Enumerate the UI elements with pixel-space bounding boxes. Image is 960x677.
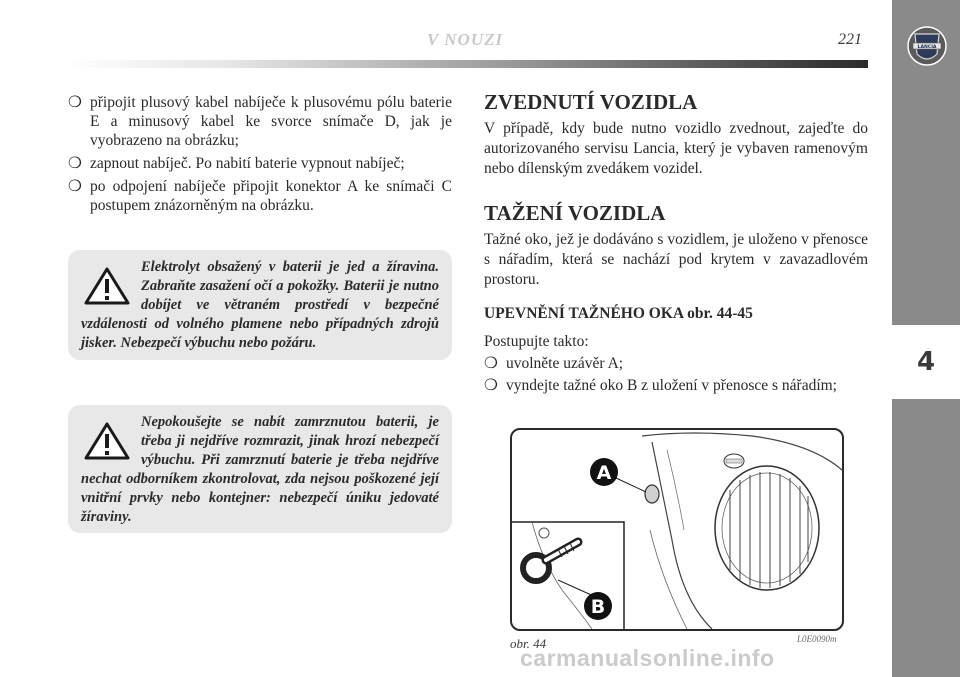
right-column (484, 90, 868, 396)
section-title: V NOUZI (427, 30, 504, 49)
warning-box (68, 250, 452, 360)
towing-text: Tažné oko, jež je dodáváno s vozidlem, je uloženo v přenosce s nářadím, která se nachází pod krytem v zavazadlovém prostoru. (484, 231, 868, 288)
lifting-heading: ZVEDNUTÍ VOZIDLA (484, 90, 698, 114)
header-rule (68, 60, 868, 68)
list-item (68, 93, 452, 150)
warning-text: Elektrolyt obsažený v baterii je jed a žíravina. Zabraňte zasažení očí a pokožky. Baterii je nutno dobíjet ve větraném prostředí v bezpečné vzdálenosti od volného plamene nebo případných zdrojů jisker. Nebezpečí výbuchu nebo požáru. (81, 259, 439, 351)
towing-heading: TAŽENÍ VOZIDLA (484, 201, 666, 225)
car-front-illustration (512, 430, 842, 629)
label-a: A (596, 462, 612, 484)
page-number: 221 (838, 31, 862, 48)
list-item-text: vyndejte tažné oko B z uložení v přenosce s nářadím; (506, 377, 837, 394)
list-item (484, 376, 868, 396)
lifting-text: V případě, kdy bude nutno vozidlo zvednout, zajeďte do autorizovaného servisu Lancia, který je vybaven ramenovým nebo dílenským zvedákem vozidel. (484, 120, 868, 177)
list-item-text: připojit plusový kabel nabíječe k plusovému pólu baterie E a minusový kabel ke svorce snímače D, jak je vyobrazeno na obrázku; (90, 94, 452, 149)
list-item-text: zapnout nabíječ. Po nabití baterie vypnout nabíječ; (90, 155, 405, 172)
list-item-text: po odpojení nabíječe připojit konektor A ke snímači C postupem znázorněným na obrázku. (90, 178, 452, 214)
warning-triangle-icon (83, 266, 131, 306)
bullet-circle-icon: ❍ (68, 94, 82, 111)
chapter-tab[interactable]: 4 (892, 325, 960, 399)
list-item-text: uvolněte uzávěr A; (506, 355, 624, 372)
bullet-circle-icon: ❍ (484, 377, 498, 394)
bullet-circle-icon: ❍ (68, 155, 82, 172)
figure-code: L0E0090m (797, 634, 837, 644)
bullet-circle-icon: ❍ (68, 178, 82, 195)
towing-eye-subheading: UPEVNĚNÍ TAŽNÉHO OKA obr. 44-45 (484, 305, 753, 322)
list-item (68, 154, 452, 173)
list-item (68, 177, 452, 215)
warning-box (68, 405, 452, 533)
lancia-logo-icon (907, 24, 947, 68)
towing-intro: Postupujte takto: (484, 333, 589, 350)
watermark: carmanualsonline.info (520, 645, 775, 671)
bullet-circle-icon: ❍ (484, 355, 498, 372)
list-item (484, 354, 868, 374)
figure-tow-eye (510, 428, 844, 631)
label-b: B (590, 596, 606, 618)
left-bullet-list (68, 93, 452, 219)
lancia-logo-text: LANCIA (917, 45, 937, 50)
warning-triangle-icon (83, 421, 131, 461)
warning-text: Nepokoušejte se nabít zamrznutou baterii, je třeba ji nejdříve rozmrazit, jinak hrozí nebezpečí výbuchu. Při zamrznutí baterie je třeba nejdříve nechat odborníkem zkontrolovat, zda nejsou poškozené její vnitřní prvky nebo kontejner: nebezpečí úniku jedovaté žíraviny. (81, 414, 439, 525)
figure-caption: obr. 44 (510, 636, 547, 651)
